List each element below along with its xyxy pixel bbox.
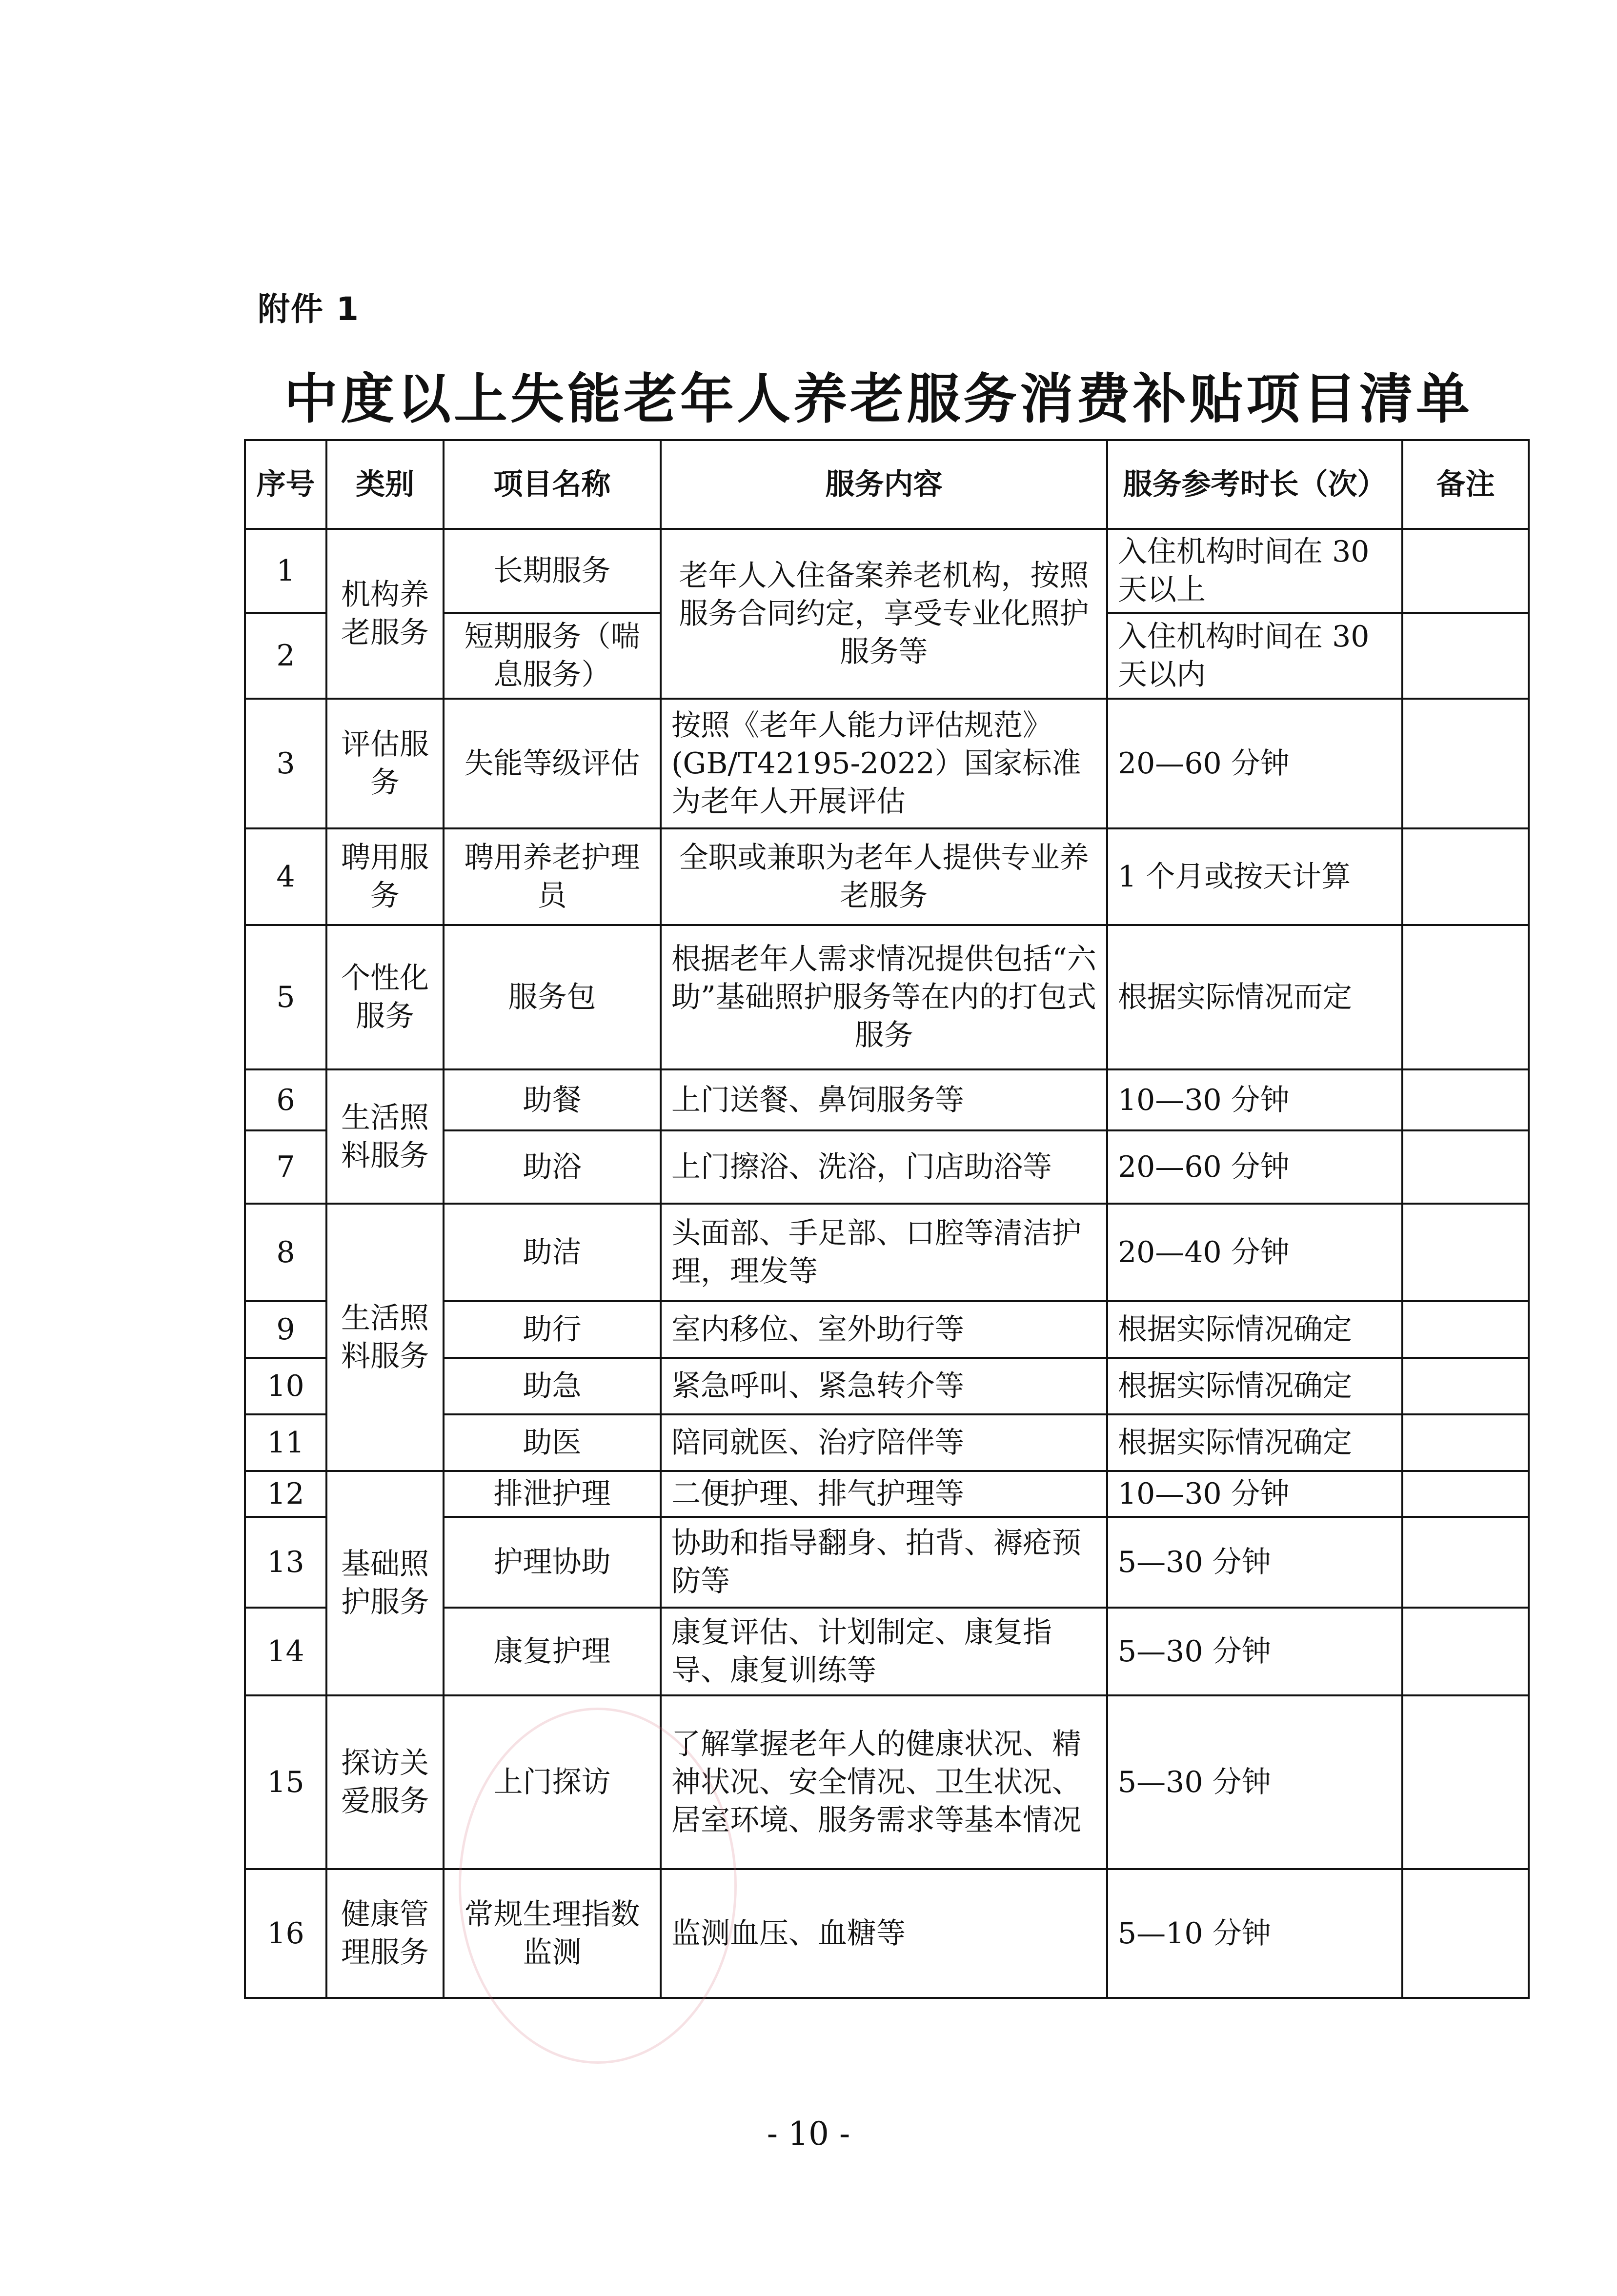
category-cell: 聘用服务 xyxy=(326,828,444,925)
reference-duration: 根据实际情况确定 xyxy=(1107,1301,1402,1358)
category-cell: 个性化服务 xyxy=(326,925,444,1069)
remark-cell xyxy=(1402,529,1529,613)
row-number: 10 xyxy=(245,1358,326,1414)
reference-duration: 5—30 分钟 xyxy=(1107,1608,1402,1695)
category-cell: 生活照料服务 xyxy=(326,1204,444,1471)
category-cell: 探访关爱服务 xyxy=(326,1695,444,1869)
item-name: 助浴 xyxy=(444,1130,661,1204)
remark-cell xyxy=(1402,1517,1529,1608)
item-name: 助医 xyxy=(444,1414,661,1471)
item-name: 上门探访 xyxy=(444,1695,661,1869)
reference-duration: 入住机构时间在 30 天以上 xyxy=(1107,529,1402,613)
category-cell: 评估服务 xyxy=(326,699,444,828)
reference-duration: 1 个月或按天计算 xyxy=(1107,828,1402,925)
row-number: 7 xyxy=(245,1130,326,1204)
reference-duration: 10—30 分钟 xyxy=(1107,1471,1402,1517)
service-content: 全职或兼职为老年人提供专业养老服务 xyxy=(661,828,1107,925)
service-content: 了解掌握老年人的健康状况、精神状况、安全情况、卫生状况、居室环境、服务需求等基本情况 xyxy=(661,1695,1107,1869)
reference-duration: 5—10 分钟 xyxy=(1107,1869,1402,1998)
service-content: 室内移位、室外助行等 xyxy=(661,1301,1107,1358)
table-row xyxy=(245,1204,1529,1301)
item-name: 护理协助 xyxy=(444,1517,661,1608)
remark-cell xyxy=(1402,1301,1529,1358)
reference-duration: 5—30 分钟 xyxy=(1107,1695,1402,1869)
category-cell: 基础照护服务 xyxy=(326,1471,444,1695)
row-number: 2 xyxy=(245,613,326,699)
service-content: 二便护理、排气护理等 xyxy=(661,1471,1107,1517)
header-category: 类别 xyxy=(326,440,444,529)
item-name: 康复护理 xyxy=(444,1608,661,1695)
table-row xyxy=(245,1869,1529,1998)
item-name: 聘用养老护理员 xyxy=(444,828,661,925)
row-number: 4 xyxy=(245,828,326,925)
item-name: 助行 xyxy=(444,1301,661,1358)
header-remark: 备注 xyxy=(1402,440,1529,529)
service-content: 上门送餐、鼻饲服务等 xyxy=(661,1069,1107,1130)
reference-duration: 5—30 分钟 xyxy=(1107,1517,1402,1608)
item-name: 助餐 xyxy=(444,1069,661,1130)
reference-duration: 20—60 分钟 xyxy=(1107,699,1402,828)
item-name: 长期服务 xyxy=(444,529,661,613)
row-number: 5 xyxy=(245,925,326,1069)
reference-duration: 根据实际情况确定 xyxy=(1107,1358,1402,1414)
header-item: 项目名称 xyxy=(444,440,661,529)
service-content: 按照《老年人能力评估规范》(GB/T42195-2022）国家标准为老年人开展评估 xyxy=(661,699,1107,828)
header-no: 序号 xyxy=(245,440,326,529)
remark-cell xyxy=(1402,699,1529,828)
header-duration: 服务参考时长（次） xyxy=(1107,440,1402,529)
item-name: 短期服务（喘息服务） xyxy=(444,613,661,699)
category-cell: 机构养老服务 xyxy=(326,529,444,699)
service-content: 上门擦浴、洗浴，门店助浴等 xyxy=(661,1130,1107,1204)
remark-cell xyxy=(1402,1130,1529,1204)
attachment-label: 附件 1 xyxy=(258,290,360,328)
reference-duration: 根据实际情况确定 xyxy=(1107,1414,1402,1471)
category-cell: 生活照料服务 xyxy=(326,1069,444,1204)
service-content: 紧急呼叫、紧急转介等 xyxy=(661,1358,1107,1414)
row-number: 13 xyxy=(245,1517,326,1608)
reference-duration: 根据实际情况而定 xyxy=(1107,925,1402,1069)
service-content: 陪同就医、治疗陪伴等 xyxy=(661,1414,1107,1471)
remark-cell xyxy=(1402,828,1529,925)
item-name: 排泄护理 xyxy=(444,1471,661,1517)
item-name: 助洁 xyxy=(444,1204,661,1301)
item-name: 服务包 xyxy=(444,925,661,1069)
subsidy-items-table xyxy=(244,439,1530,1999)
table-row xyxy=(245,699,1529,828)
item-name: 失能等级评估 xyxy=(444,699,661,828)
service-content: 协助和指导翻身、拍背、褥疮预防等 xyxy=(661,1517,1107,1608)
table-row xyxy=(245,925,1529,1069)
table-row xyxy=(245,1069,1529,1130)
row-number: 6 xyxy=(245,1069,326,1130)
table-row xyxy=(245,828,1529,925)
item-name: 常规生理指数监测 xyxy=(444,1869,661,1998)
remark-cell xyxy=(1402,1869,1529,1998)
row-number: 8 xyxy=(245,1204,326,1301)
item-name: 助急 xyxy=(444,1358,661,1414)
remark-cell xyxy=(1402,613,1529,699)
service-content: 老年人入住备案养老机构，按照服务合同约定，享受专业化照护服务等 xyxy=(661,529,1107,699)
row-number: 1 xyxy=(245,529,326,613)
row-number: 3 xyxy=(245,699,326,828)
table-header-row xyxy=(245,440,1529,529)
category-cell: 健康管理服务 xyxy=(326,1869,444,1998)
remark-cell xyxy=(1402,1695,1529,1869)
service-content: 康复评估、计划制定、康复指导、康复训练等 xyxy=(661,1608,1107,1695)
reference-duration: 20—60 分钟 xyxy=(1107,1130,1402,1204)
reference-duration: 入住机构时间在 30 天以内 xyxy=(1107,613,1402,699)
table-row xyxy=(245,529,1529,613)
service-content: 头面部、手足部、口腔等清洁护理，理发等 xyxy=(661,1204,1107,1301)
reference-duration: 20—40 分钟 xyxy=(1107,1204,1402,1301)
remark-cell xyxy=(1402,1471,1529,1517)
remark-cell xyxy=(1402,925,1529,1069)
row-number: 16 xyxy=(245,1869,326,1998)
document-title: 中度以上失能老年人养老服务消费补贴项目清单 xyxy=(284,367,1473,430)
remark-cell xyxy=(1402,1414,1529,1471)
remark-cell xyxy=(1402,1069,1529,1130)
page-number: - 10 - xyxy=(767,2115,850,2153)
service-content: 监测血压、血糖等 xyxy=(661,1869,1107,1998)
remark-cell xyxy=(1402,1358,1529,1414)
header-content: 服务内容 xyxy=(661,440,1107,529)
remark-cell xyxy=(1402,1204,1529,1301)
remark-cell xyxy=(1402,1608,1529,1695)
row-number: 14 xyxy=(245,1608,326,1695)
row-number: 9 xyxy=(245,1301,326,1358)
table-row xyxy=(245,1695,1529,1869)
row-number: 12 xyxy=(245,1471,326,1517)
reference-duration: 10—30 分钟 xyxy=(1107,1069,1402,1130)
table-row xyxy=(245,1471,1529,1517)
service-content: 根据老年人需求情况提供包括“六助”基础照护服务等在内的打包式服务 xyxy=(661,925,1107,1069)
row-number: 11 xyxy=(245,1414,326,1471)
row-number: 15 xyxy=(245,1695,326,1869)
